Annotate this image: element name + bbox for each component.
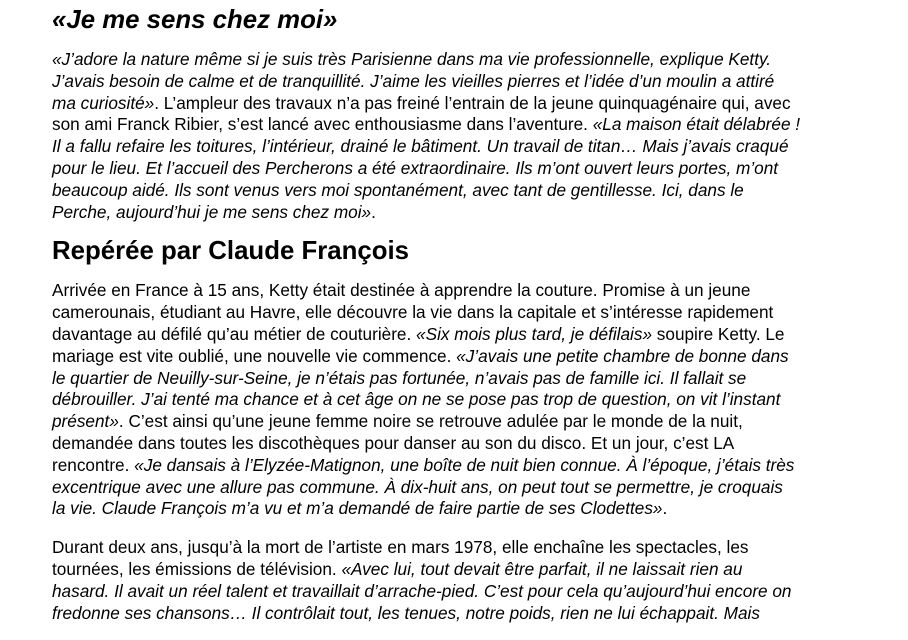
text-run: .: [662, 498, 668, 519]
section-heading-chez-moi: «Je me sens chez moi»: [52, 6, 338, 34]
text-run: Arrivée en France à 15 ans, Ketty était destinée à apprendre la couture. Promise à un jeune camerounais, étudiant au Havre, elle découvre la vie dans la capitale et s’intéresse rapidement davantage au défilé qu’au métier de couturière.: [52, 280, 774, 344]
paragraph-durant-deux-ans: [52, 537, 872, 624]
text-run: «Je dansais à l’Elyzée-Matignon, une boîte de nuit bien connue. À l’époque, j’étais très excentrique avec une allure pas commune. À dix-huit ans, on peut tout se permettre, je croquais la vie. Claude François m’a vu et m’a demandé de faire partie de ses Clodettes»: [52, 454, 795, 519]
text-run: .: [371, 201, 376, 222]
section-heading-claude-francois: Repérée par Claude François: [52, 237, 409, 266]
text-run: «La maison était délabrée ! Il a fallu refaire les toitures, l’intérieur, drainé le bâtiment. Un travail de titan… Mais j’avais craqué pour le lieu. Et l’accueil des Percherons a été extraordinaire. Ils m’ont ouvert leurs portes, m’ont beaucoup aidé. Ils sont venus vers moi spontanément, avec tant de gentillesse. Ici, dans le Perche, aujourd’hui je me sens chez moi»: [52, 114, 801, 222]
paragraph-chez-moi: [52, 49, 872, 223]
paragraph-claude-francois: [52, 280, 872, 520]
text-run: «Six mois plus tard, je défilais»: [416, 323, 653, 344]
text-run: . C’est ainsi qu’une jeune femme noire se retrouve adulée par le monde de la nuit, demandée dans toutes les discothèques pour danser au son du disco. Et un jour, c’est LA rencontre.: [52, 411, 743, 475]
text-run: «Avec lui, tout devait être parfait, il ne laissait rien au hasard. Il avait un réel talent et travaillait d’arrache-pied. C’est pour cela qu’aujourd’hui encore on fredonne ses chansons… Il contrôlait tout, les tenues, notre poids, rien ne lui échappait. Mais: [52, 558, 792, 623]
article-body: [52, 6, 872, 624]
text-run: Durant deux ans, jusqu’à la mort de l’artiste en mars 1978, elle enchaîne les spectacles, les tournées, les émissions de télévision.: [52, 537, 749, 579]
text-run: «J’avais une petite chambre de bonne dans le quartier de Neuilly-sur-Seine, je n’étais pas fortunée, n’avais pas de famille ici. Il fallait se débrouiller. J’ai tenté ma chance et à cet âge on ne se pose pas trop de question, on vit l’instant présent»: [52, 345, 789, 432]
text-run: «J’adore la nature même si je suis très Parisienne dans ma vie professionnelle, explique Ketty. J’avais besoin de calme et de tranquillité. J’aime les vieilles pierres et l’idée d’un moulin a attiré ma curiosité»: [52, 49, 775, 113]
text-run: . L’ampleur des travaux n’a pas freiné l’entrain de la jeune quinquagénaire qui, avec son ami Franck Ribier, s’est lancé avec enthousiasme dans l’aventure.: [52, 92, 791, 135]
text-run: soupire Ketty. Le mariage est vite oublié, une nouvelle vie commence.: [52, 323, 785, 366]
